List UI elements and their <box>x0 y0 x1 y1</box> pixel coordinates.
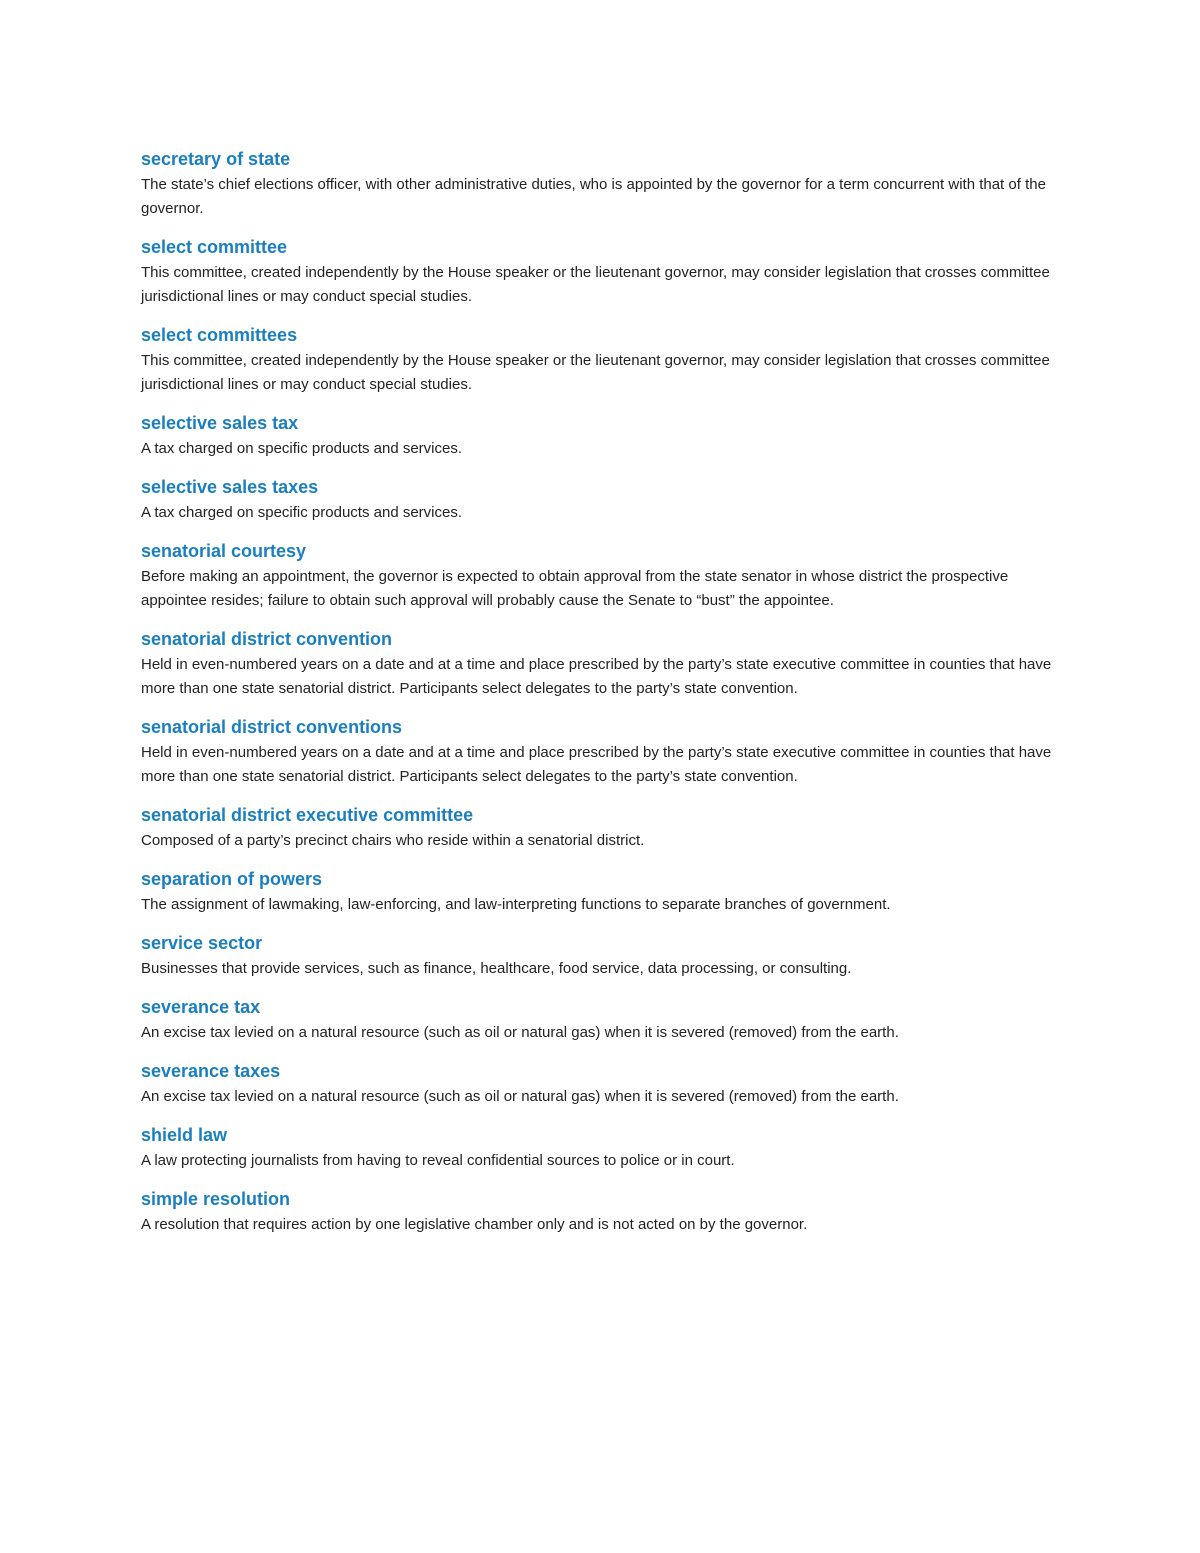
term-heading: senatorial district executive committee <box>141 805 474 825</box>
term-heading: secretary of state <box>141 149 291 169</box>
term-heading: senatorial district conventions <box>141 717 403 737</box>
glossary-page <box>141 146 1061 1250</box>
term-definition: A resolution that requires action by one legislative chamber only and is not acted on by the governor. <box>141 1216 808 1233</box>
term-definition: The state’s chief elections officer, with other administrative duties, who is appointed by the governor for a term concurrent with that of the governor. <box>141 176 1046 217</box>
term-definition: A tax charged on specific products and services. <box>141 440 463 457</box>
term-definition: Held in even-numbered years on a date and at a time and place prescribed by the party’s state executive committee in counties that have more than one state senatorial district. Participants select delegates to the party’s state convention. <box>141 744 1052 785</box>
term-heading: selective sales taxes <box>141 477 319 497</box>
glossary-entry <box>141 930 1061 981</box>
term-heading: severance tax <box>141 997 261 1017</box>
term-definition: This committee, created independently by the House speaker or the lieutenant governor, may consider legislation that crosses committee jurisdictional lines or may conduct special studies. <box>141 352 1050 393</box>
glossary-entry <box>141 1122 1061 1173</box>
term-heading: selective sales tax <box>141 413 299 433</box>
term-heading: separation of powers <box>141 869 323 889</box>
term-heading: shield law <box>141 1125 228 1145</box>
term-definition: Businesses that provide services, such as finance, healthcare, food service, data processing, or consulting. <box>141 960 852 977</box>
term-definition: Held in even-numbered years on a date and at a time and place prescribed by the party’s state executive committee in counties that have more than one state senatorial district. Participants select delegates to the party’s state convention. <box>141 656 1052 697</box>
term-definition: Before making an appointment, the governor is expected to obtain approval from the state senator in whose district the prospective appointee resides; failure to obtain such approval will probably cause the Senate to “bust” the appointee. <box>141 568 1009 609</box>
term-heading: service sector <box>141 933 263 953</box>
term-heading: simple resolution <box>141 1189 291 1209</box>
glossary-entry <box>141 538 1061 613</box>
term-definition: The assignment of lawmaking, law-enforcing, and law-interpreting functions to separate branches of government. <box>141 896 891 913</box>
term-definition: Composed of a party’s precinct chairs who reside within a senatorial district. <box>141 832 645 849</box>
term-heading: select committees <box>141 325 298 345</box>
term-definition: A tax charged on specific products and services. <box>141 504 463 521</box>
term-definition: An excise tax levied on a natural resource (such as oil or natural gas) when it is severed (removed) from the earth. <box>141 1088 899 1105</box>
term-heading: severance taxes <box>141 1061 281 1081</box>
glossary-entry <box>141 410 1061 461</box>
glossary-entry <box>141 802 1061 853</box>
term-heading: select committee <box>141 237 288 257</box>
term-heading: senatorial courtesy <box>141 541 307 561</box>
glossary-entry <box>141 866 1061 917</box>
glossary-entry <box>141 234 1061 309</box>
glossary-entry <box>141 994 1061 1045</box>
glossary-entry <box>141 1186 1061 1237</box>
glossary-entry <box>141 714 1061 789</box>
glossary-entry <box>141 146 1061 221</box>
glossary-entry <box>141 322 1061 397</box>
term-heading: senatorial district convention <box>141 629 393 649</box>
glossary-entry <box>141 1058 1061 1109</box>
term-definition: An excise tax levied on a natural resource (such as oil or natural gas) when it is severed (removed) from the earth. <box>141 1024 899 1041</box>
glossary-entry <box>141 626 1061 701</box>
glossary-entry <box>141 474 1061 525</box>
term-definition: A law protecting journalists from having to reveal confidential sources to police or in court. <box>141 1152 735 1169</box>
term-definition: This committee, created independently by the House speaker or the lieutenant governor, may consider legislation that crosses committee jurisdictional lines or may conduct special studies. <box>141 264 1050 305</box>
